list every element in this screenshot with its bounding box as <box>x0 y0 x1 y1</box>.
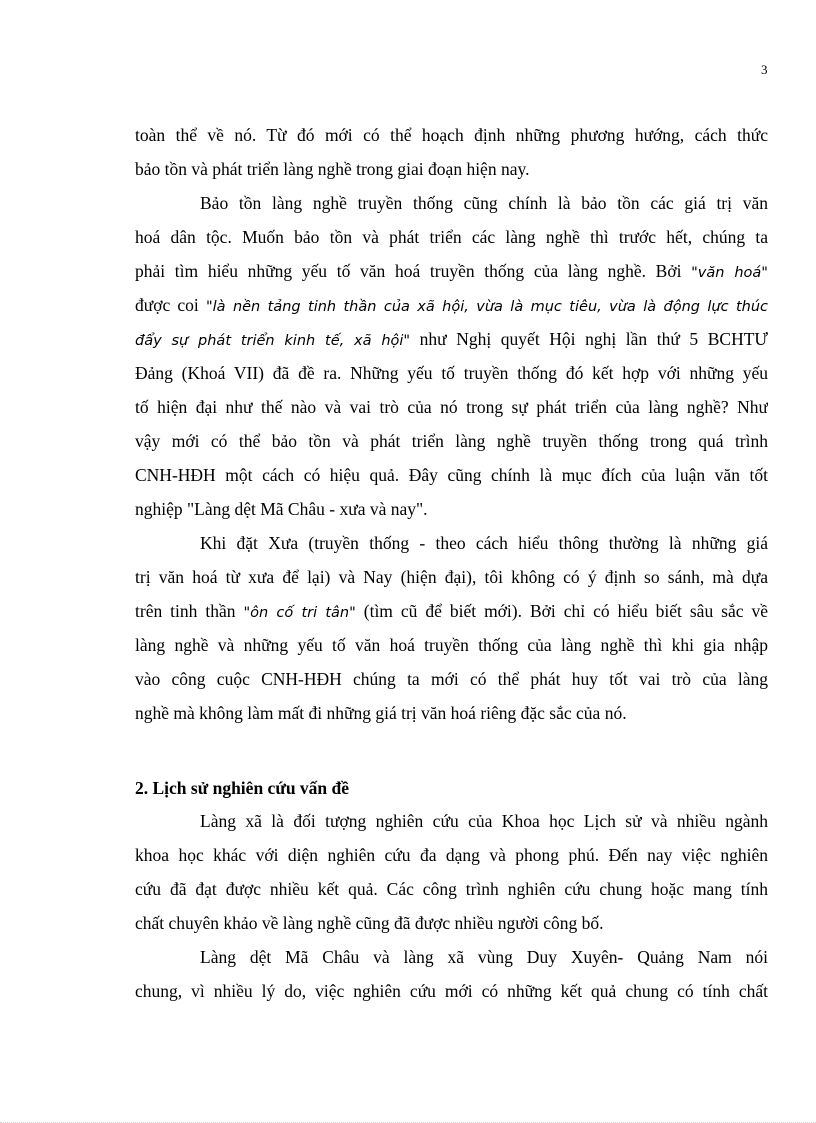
paragraph-line: Đảng (Khoá VII) đã đề ra. Những yếu tố truyền thống đó kết hợp với những yếu <box>135 363 768 383</box>
italic-quote: "ôn cố tri tân" <box>243 605 356 621</box>
paragraph-line: tố hiện đại như thế nào và vai trò của nó trong sự phát triển của làng nghề? Như <box>135 397 768 417</box>
paragraph-line: Khi đặt Xưa (truyền thống - theo cách hiểu thông thường là những giá <box>200 533 768 553</box>
paragraph-line: cứu đã đạt được nhiều kết quả. Các công trình nghiên cứu chung hoặc mang tính <box>135 879 768 899</box>
paragraph-line: bảo tồn và phát triển làng nghề trong giai đoạn hiện nay. <box>135 159 530 179</box>
paragraph-line: làng nghề và những yếu tố văn hoá truyền thống của làng nghề thì khi gia nhập <box>135 635 768 655</box>
paragraph-line: Bảo tồn làng nghề truyền thống cũng chính là bảo tồn các giá trị văn <box>200 193 768 213</box>
paragraph-line: trị văn hoá từ xưa để lại) và Nay (hiện đại), tôi không có ý định so sánh, mà dựa <box>135 567 768 587</box>
body-text-block-2 <box>135 804 768 1008</box>
paragraph-line <box>135 254 768 288</box>
text-run: trên tinh thần <box>135 601 244 621</box>
paragraph-line: Làng dệt Mã Châu và làng xã vùng Duy Xuyên- Quảng Nam nói <box>200 947 768 967</box>
text-run: như Nghị quyết Hội nghị lần thứ 5 BCHTƯ <box>410 329 768 349</box>
paragraph-line <box>135 288 768 322</box>
section-heading: 2. Lịch sử nghiên cứu vấn đề <box>135 778 350 798</box>
text-run: được coi <box>135 295 206 315</box>
italic-quote: "văn hoá" <box>691 265 768 281</box>
paragraph-line: nghề mà không làm mất đi những giá trị văn hoá riêng đặc sắc của nó. <box>135 703 627 723</box>
italic-quote: đẩy sự phát triển kinh tế, xã hội" <box>135 333 411 349</box>
paragraph-line: chất chuyên khảo về làng nghề cũng đã được nhiều người công bố. <box>135 913 604 933</box>
page-number: 3 <box>761 62 768 77</box>
paragraph-line: vào công cuộc CNH-HĐH chúng ta mới có thể phát huy tốt vai trò của làng <box>135 669 768 689</box>
paragraph-line: vậy mới có thể bảo tồn và phát triển làng nghề truyền thống trong quá trình <box>135 431 768 451</box>
paragraph-line: chung, vì nhiều lý do, việc nghiên cứu mới có những kết quả chung có tính chất <box>135 981 768 1001</box>
paragraph-line: khoa học khác với diện nghiên cứu đa dạng và phong phú. Đến nay việc nghiên <box>135 845 768 865</box>
paragraph-line: toàn thể về nó. Từ đó mới có thể hoạch định những phương hướng, cách thức <box>135 125 768 145</box>
body-text-block-1 <box>135 118 768 730</box>
italic-quote: "là nền tảng tinh thần của xã hội, vừa là mục tiêu, vừa là động lực thúc <box>205 299 768 315</box>
paragraph-line: hoá dân tộc. Muốn bảo tồn và phát triển các làng nghề thì trước hết, chúng ta <box>135 227 768 247</box>
text-run: (tìm cũ để biết mới). Bởi chỉ có hiểu biết sâu sắc về <box>355 601 768 621</box>
paragraph-line <box>135 594 768 628</box>
paragraph-line: CNH-HĐH một cách có hiệu quả. Đây cũng chính là mục đích của luận văn tốt <box>135 465 768 485</box>
paragraph-line: nghiệp "Làng dệt Mã Châu - xưa và nay". <box>135 499 428 519</box>
paragraph-line <box>135 322 768 356</box>
paragraph-line: Làng xã là đối tượng nghiên cứu của Khoa học Lịch sử và nhiều ngành <box>200 811 768 831</box>
text-run: phải tìm hiểu những yếu tố văn hoá truyền thống của làng nghề. Bởi <box>135 261 692 281</box>
